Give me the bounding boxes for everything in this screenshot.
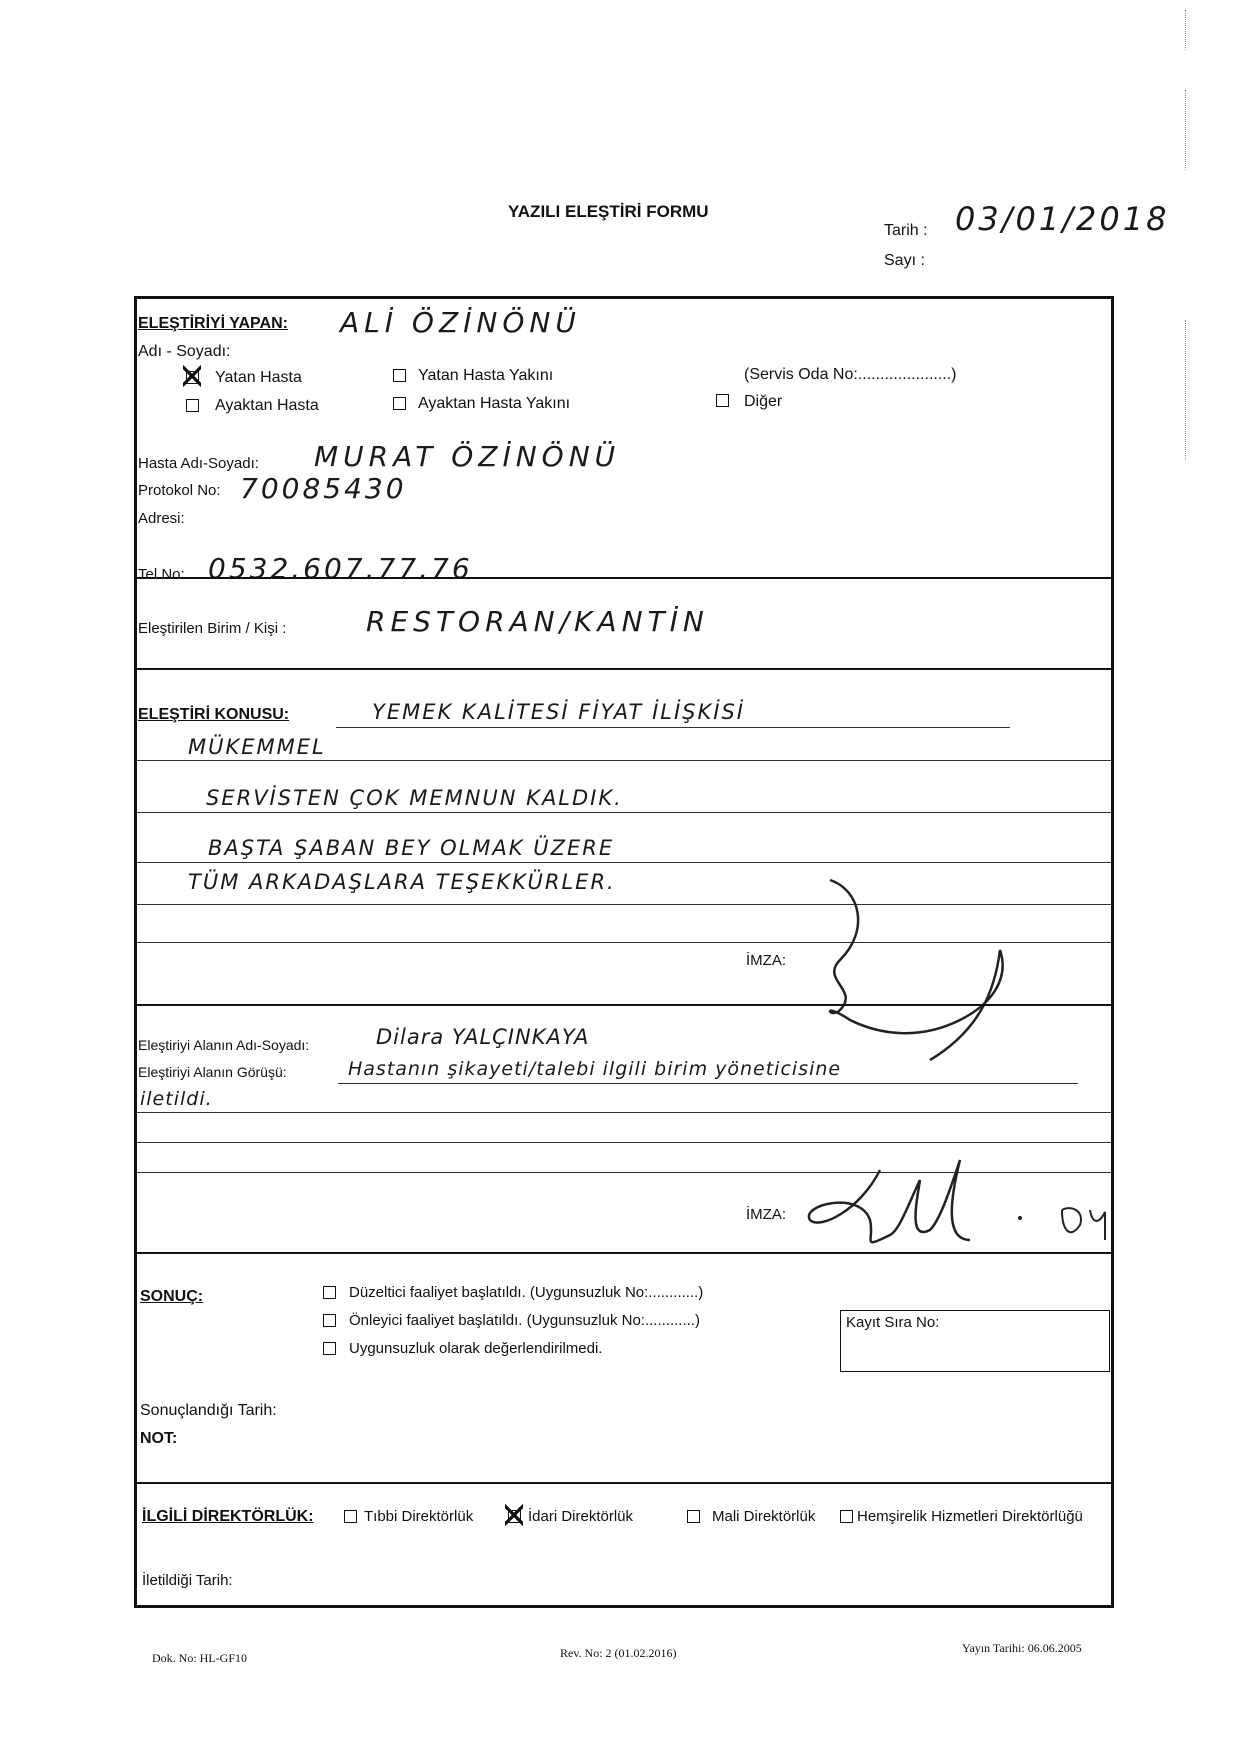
address-label: Adresi: [138,510,185,527]
checkbox-yatan-hasta-yakini[interactable] [393,369,406,382]
receiver-opinion-label: Eleştiriyi Alanın Görüşü: [138,1064,287,1080]
receiver-name-label: Eleştiriyi Alanın Adı-Soyadı: [138,1037,310,1053]
date-label: Tarih : [884,222,928,239]
signature-2 [800,1150,1120,1260]
publish-date: Yayın Tarihi: 06.06.2005 [962,1641,1082,1655]
directorate-hemsirelik: Hemşirelik Hizmetleri Direktörlüğü [857,1508,1083,1525]
subject-heading: ELEŞTİRİ KONUSU: [138,706,290,723]
checkbox-yatan-hasta[interactable] [186,371,199,384]
result-option-not-nonconformity: Uygunsuzluk olarak değerlendirilmedi. [349,1340,603,1357]
patient-name-label: Hasta Adı-Soyadı: [138,455,259,472]
subject-rule [136,862,1112,863]
number-label: Sayı : [884,252,925,269]
checkbox-idari[interactable] [508,1510,521,1523]
result-option-corrective: Düzeltici faaliyet başlatıldı. (Uygunsuzluk No:............) [349,1284,704,1301]
directorate-row [136,1500,1111,1600]
option-yatan-hasta-yakini: Yatan Hasta Yakını [418,367,554,384]
phone-value: 0532.607.77.76 [208,552,473,585]
subject-line-4: BAŞTA ŞABAN BEY OLMAK ÜZERE [208,836,615,860]
critic-heading: ELEŞTİRİYİ YAPAN: [138,315,288,332]
option-ayaktan-hasta-yakini: Ayaktan Hasta Yakını [418,395,571,412]
subject-line-5: TÜM ARKADAŞLARA TEŞEKKÜRLER. [188,870,616,894]
result-heading: SONUÇ: [140,1288,204,1305]
receiver-name-value: Dilara YALÇINKAYA [376,1025,590,1049]
subject-line-2: MÜKEMMEL [188,735,326,759]
phone-label: Tel.No: [138,566,185,583]
checkbox-ayaktan-hasta-yakini[interactable] [393,397,406,410]
note-label: NOT: [140,1430,178,1447]
unit-value: RESTORAN/KANTİN [366,605,709,638]
divider [136,1004,1112,1006]
opinion-underline [338,1083,1078,1084]
option-diger: Diğer [744,393,783,410]
signature-1 [800,870,1060,1070]
divider [136,1252,1112,1254]
unit-label: Eleştirilen Birim / Kişi : [138,620,287,637]
name-label: Adı - Soyadı: [138,343,231,360]
option-ayaktan-hasta: Ayaktan Hasta [215,397,319,414]
directorate-heading: İLGİLİ DİREKTÖRLÜK: [142,1508,314,1525]
receiver-opinion-line-2: iletildi. [140,1088,213,1110]
checkbox-preventive[interactable] [323,1314,336,1327]
result-date-label: Sonuçlandığı Tarih: [140,1402,277,1419]
checkbox-diger[interactable] [716,394,729,407]
divider [136,577,1112,579]
checkbox-mali[interactable] [687,1510,700,1523]
forwarded-date-label: İletildiği Tarih: [142,1572,233,1589]
receiver-signature-label: İMZA: [746,1206,786,1223]
margin-mark [1185,90,1186,170]
margin-mark [1185,320,1186,460]
critic-name-value: ALİ ÖZİNÖNÜ [340,306,581,339]
subject-signature-label: İMZA: [746,952,786,969]
patient-name-value: MURAT ÖZİNÖNÜ [314,440,621,473]
checkbox-ayaktan-hasta[interactable] [186,399,199,412]
doc-number: Dok. No: HL-GF10 [152,1651,247,1665]
opinion-rule [136,1112,1112,1113]
form-title: YAZILI ELEŞTİRİ FORMU [508,202,709,221]
record-number-label: Kayıt Sıra No: [846,1314,940,1331]
directorate-tibbi: Tıbbi Direktörlük [364,1508,474,1525]
date-value: 03/01/2018 [955,200,1170,238]
subject-line-1: YEMEK KALİTESİ FİYAT İLİŞKİSİ [372,700,745,724]
divider [136,1482,1112,1484]
subject-rule [136,760,1112,761]
margin-mark [1185,10,1186,50]
subject-underline [336,727,1010,728]
checkbox-not-nonconformity[interactable] [323,1342,336,1355]
opinion-rule [136,1142,1112,1143]
protocol-value: 70085430 [240,472,407,505]
option-yatan-hasta: Yatan Hasta [215,369,302,386]
checkbox-hemsirelik[interactable] [840,1510,853,1523]
subject-rule [136,812,1112,813]
result-option-preventive: Önleyici faaliyet başlatıldı. (Uygunsuzluk No:............) [349,1312,700,1329]
checkbox-corrective[interactable] [323,1286,336,1299]
receiver-opinion-line-1: Hastanın şikayeti/talebi ilgili birim yöneticisine [348,1058,842,1080]
subject-line-3: SERVİSTEN ÇOK MEMNUN KALDIK. [206,786,623,810]
revision-number: Rev. No: 2 (01.02.2016) [560,1646,677,1660]
service-room-no: (Servis Oda No:.....................) [744,366,957,383]
checkbox-tibbi[interactable] [344,1510,357,1523]
divider [136,668,1112,670]
protocol-label: Protokol No: [138,482,221,499]
directorate-idari: İdari Direktörlük [528,1508,634,1525]
directorate-mali: Mali Direktörlük [712,1508,816,1525]
